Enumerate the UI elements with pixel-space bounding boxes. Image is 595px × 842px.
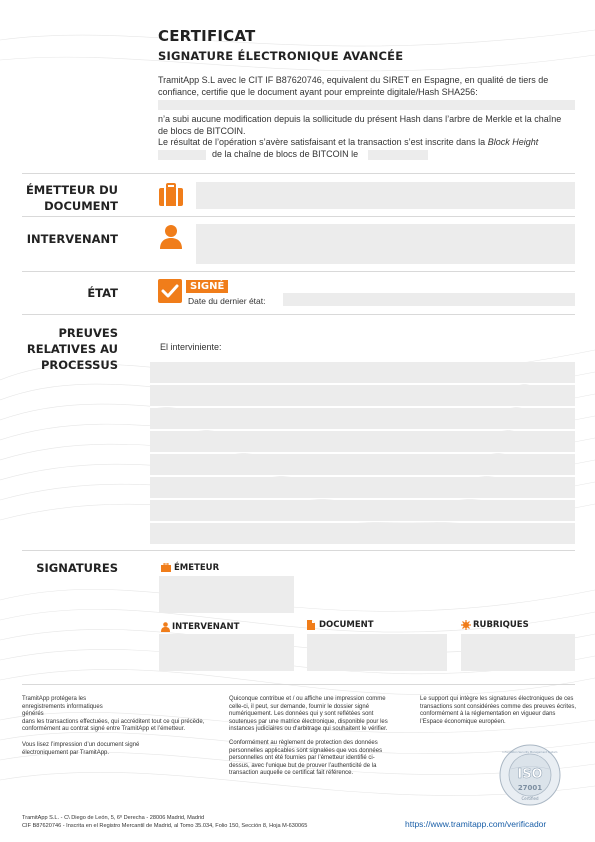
proof-row — [150, 408, 575, 430]
signature-intervenant-field — [159, 634, 294, 671]
proofs-label-line3: PROCESSUS — [40, 358, 118, 372]
signature-document-field — [307, 634, 447, 671]
iso-27001-seal — [499, 744, 561, 806]
proof-row — [150, 385, 575, 407]
intervenant-info-field — [196, 224, 575, 264]
intro-paragraph-1: TramitApp S.L avec le CIT IF B87620746, equivalent du SIRET en Espagne, en qualité de tiers de confiance, certifie que le document ayant pour empreinte digitale/Hash SHA256: — [158, 75, 549, 97]
company-address: TramitApp S.L. - C\ Diego de León, 5, 6º Derecha - 28006 Madrid, Madrid — [22, 815, 205, 821]
emitter-section-label — [26, 182, 118, 214]
footer-col1-p1: TramitApp protégera les enregistrements informatiques générés — [22, 696, 103, 718]
iso-certified: Certified — [521, 796, 539, 801]
intro-paragraph-3 — [158, 137, 578, 149]
emitter-label-line1: ÉMETTEUR DU — [25, 183, 118, 197]
divider — [22, 550, 575, 551]
intro-paragraph-3-text: Le résultat de l’opération s’avère satisfaisant et la transaction s’est inscrite dans la — [158, 137, 488, 147]
footer-col2-p1: Quiconque contribue et / ou affiche une impression comme celle-ci, il peut, sur demande, fournir le dossier signé numériquement. Les données qui y sont reflétées sont soutenues par une matrice électronique, disponible pour les instances judiciaires ou d’arbitrage qui souhaitent le vérifier. — [229, 696, 388, 733]
block-date-value-field — [368, 150, 428, 160]
proofs-label-line1: PREUVES — [58, 326, 118, 340]
divider — [22, 271, 575, 272]
document-icon — [307, 620, 315, 630]
proof-row — [150, 523, 575, 545]
proof-row — [150, 362, 575, 384]
intervenant-section-label: INTERVENANT — [26, 232, 118, 246]
signature-intervenant-label: INTERVENANT — [172, 622, 240, 632]
signature-rubriques-label: RUBRIQUES — [473, 620, 529, 630]
footer-col2-p2: Conformément au règlement de protection des données personnelles applicables sont signalées que vos données personnelles ont été fournies par l’émetteur identifié ci-dessus, avec l’unique but de prouver l’authenticité de la transaction auquelle ce certificat fait référence. — [229, 739, 383, 777]
briefcase-icon — [158, 183, 184, 207]
last-state-date-field — [283, 293, 575, 306]
signature-emitter-field — [159, 576, 294, 613]
footer-col1-p2: dans les transactions effectuées, qui accréditent tout ce qui précède, conformément au contrat signé entre TramitApp et l’émetteur. — [22, 718, 205, 733]
iso-ring-text: Information Security Management System — [502, 751, 558, 754]
footer-col1-p3: Vous lisez l’impression d’un document signé électroniquement par TramitApp. — [22, 741, 140, 756]
signed-status-badge: SIGNÉ — [186, 280, 228, 293]
proofs-section-label — [27, 325, 118, 373]
last-state-date-label: Date du dernier état: — [188, 296, 266, 306]
proof-row — [150, 431, 575, 453]
company-registry: CIF B87620746 - Inscrita en el Registro Mercantil de Madrid, al Tomo 35.034, Folio 150, Sección 8, Hoja M-630065 — [22, 823, 308, 829]
person-small-icon — [161, 622, 170, 632]
divider — [22, 684, 575, 685]
person-icon — [159, 224, 183, 250]
proofs-label-line2: RELATIVES AU — [26, 342, 118, 356]
divider — [22, 314, 575, 315]
emitter-label-line2: DOCUMENT — [44, 199, 118, 213]
signature-emitter-label: ÉMETEUR — [174, 563, 220, 573]
briefcase-small-icon — [161, 563, 171, 572]
divider — [22, 216, 575, 217]
check-icon — [158, 279, 182, 303]
state-section-label: ÉTAT — [87, 286, 118, 300]
certificate-title: CERTIFICAT — [158, 27, 256, 45]
iso-number: 27001 — [517, 784, 543, 792]
iso-label: ISO — [517, 767, 543, 782]
emitter-info-field — [196, 182, 575, 209]
signature-document-label: DOCUMENT — [319, 620, 374, 630]
divider — [22, 173, 575, 174]
proof-row — [150, 477, 575, 499]
certificate-subtitle: SIGNATURE ÉLECTRONIQUE AVANCÉE — [158, 49, 404, 63]
intro-paragraph-4: de la chaîne de blocs de BITCOIN le — [212, 149, 359, 159]
footer-column-3: Le support qui intègre les signatures électroniques de ces transactions sont considérées comme des preuves écrites, conformément à la réglementation en vigueur dans l’Espace économique européen. — [420, 696, 577, 725]
proof-row — [150, 454, 575, 476]
signature-rubriques-field — [461, 634, 575, 671]
proofs-intervenant-label: El interviniente: — [160, 342, 222, 352]
stamp-icon — [461, 620, 471, 630]
hash-value-field — [158, 100, 575, 110]
footer-column-2 — [229, 696, 394, 778]
footer-column-1 — [22, 696, 212, 757]
proof-row — [150, 500, 575, 522]
intro-paragraph-2: n’a subi aucune modification depuis la sollicitude du présent Hash dans l’arbre de Merkle et la chaîne de blocs de BITCOIN. — [158, 114, 562, 136]
block-height-value-field — [158, 150, 206, 160]
signatures-section-label: SIGNATURES — [36, 561, 118, 575]
block-height-term: Block Height — [487, 137, 539, 147]
verification-link[interactable]: https://www.tramitapp.com/verificador — [405, 819, 547, 829]
